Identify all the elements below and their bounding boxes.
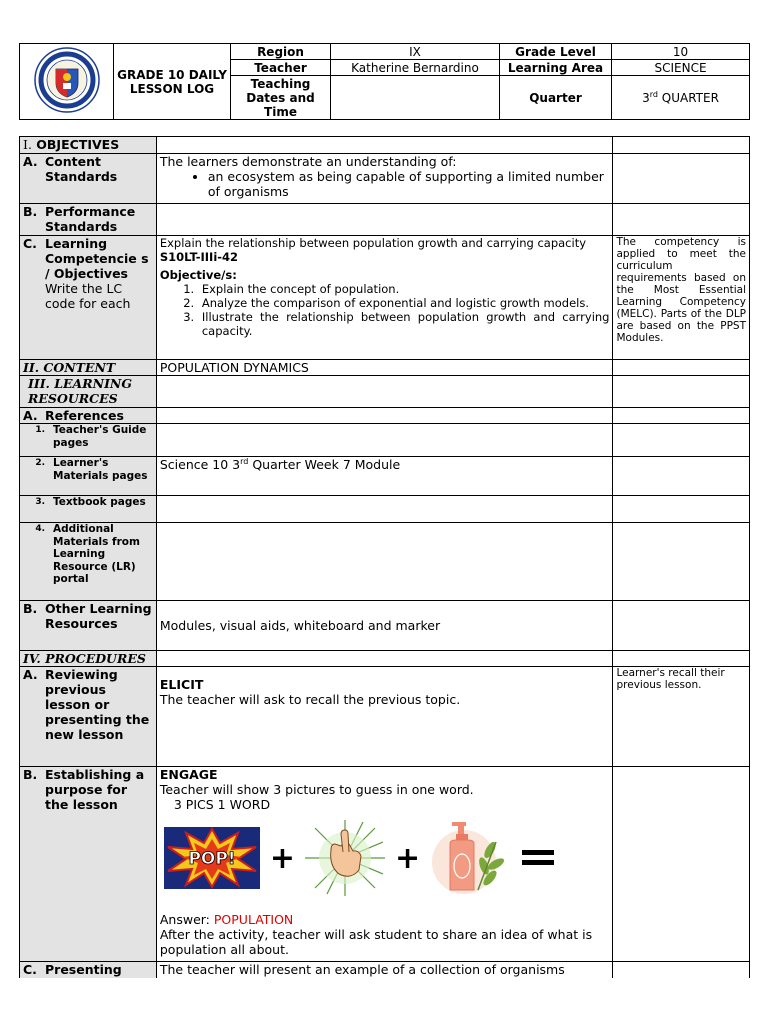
other-resources-value: Modules, visual aids, whiteboard and marker [156,601,613,651]
teacher-label: Teacher [231,60,331,76]
answer-line: Answer: POPULATION [159,912,294,927]
deped-seal-icon [34,47,100,113]
lesson-log-table [19,136,750,978]
competency-code: S10LT-IIIi-42 [159,250,239,264]
reviewing-remark: Learner's recall their previous lesson. [613,667,750,767]
content-value: POPULATION DYNAMICS [156,360,613,376]
content-standards-label: A. Content Standards [20,154,157,204]
pop-text: POP! [188,849,236,869]
competencies-cell [156,236,613,360]
presenting-label: C. Presenting [20,962,157,978]
teachers-guide-value [156,424,613,457]
competency-remark: The competency is applied to meet the curriculum requirements based on the Most Essential Learning Competency (MELC). Parts of the DLP are based on the PPST Modules. [613,236,750,360]
grade-level-value: 10 [612,44,750,60]
learning-area-label: Learning Area [500,60,612,76]
other-resources-label: B. Other Learning Resources [20,601,157,651]
teacher-value: Katherine Bernardino [331,60,500,76]
reviewing-label: A. Reviewing previous lesson or presenting the new lesson [20,667,157,767]
pop-burst-picture [164,820,260,896]
elicit-text: The teacher will ask to recall the previous topic. [159,692,461,707]
learners-materials-label: 2. Learner's Materials pages [20,457,157,496]
engage-title: ENGAGE [159,767,218,782]
content-standards-intro: The learners demonstrate an understanding of: [159,154,457,169]
objective-item: 1. Explain the concept of population. [198,282,610,296]
equals-sign-icon [520,848,556,868]
learners-materials-value: Science 10 3rd Quarter Week 7 Module [156,457,613,496]
answer-value: POPULATION [213,912,294,927]
plus-sign: + [395,840,421,876]
performance-standards-label: B. Performance Standards [20,204,157,236]
procedures-heading: IV. PROCEDURES [20,651,157,667]
objective-item: 3. Illustrate the relationship between population growth and carrying capacity. [198,310,610,338]
resources-heading: III. LEARNING RESOURCES [20,376,157,408]
competencies-label: C. Learning Competencie s / Objectives Write the LC code for each [20,236,157,360]
content-heading: II. CONTENT [20,360,157,376]
quarter-label: Quarter [500,76,612,120]
establishing-cell [156,767,613,962]
references-label: A. References [20,408,157,424]
objectives-heading: I. OBJECTIVES [20,137,157,154]
header-table [19,43,750,120]
objective-item: 2. Analyze the comparison of exponential and logistic growth models. [198,296,610,310]
region-label: Region [231,44,331,60]
presenting-text: The teacher will present an example of a collection of organisms [156,962,613,978]
plus-sign: + [269,840,295,876]
competency-statement: Explain the relationship between population growth and carrying capacity [159,236,587,250]
log-title: GRADE 10 DAILY LESSON LOG [114,44,231,120]
engage-text: Teacher will show 3 pictures to guess in one word. [159,782,474,797]
content-standards-cell [156,154,613,204]
dates-label: Teaching Dates and Time [231,76,331,120]
textbook-label: 3. Textbook pages [20,496,157,523]
objectives-title: Objective/s: [159,268,237,282]
establishing-label: B. Establishing a purpose for the lesson [20,767,157,962]
reviewing-cell [156,667,613,767]
textbook-value [156,496,613,523]
quarter-value: 3rd QUARTER [612,76,750,120]
deped-seal-cell [20,44,114,120]
pointing-finger-picture [305,820,385,896]
additional-materials-label: 4. Additional Materials from Learning Resource (LR) portal [20,523,157,601]
after-activity-text: After the activity, teacher will ask student to share an idea of what is population all about. [159,927,593,957]
grade-level-label: Grade Level [500,44,612,60]
teachers-guide-label: 1. Teacher's Guide pages [20,424,157,457]
three-pics-row [164,820,610,896]
region-value: IX [331,44,500,60]
lotion-bottle-picture [430,820,510,896]
dates-value [331,76,500,120]
game-title: 3 PICS 1 WORD [173,797,271,812]
elicit-title: ELICIT [159,677,204,692]
additional-materials-value [156,523,613,601]
learning-area-value: SCIENCE [612,60,750,76]
content-standards-bullet: • an ecosystem as being capable of supporting a limited number of organisms [208,169,610,199]
